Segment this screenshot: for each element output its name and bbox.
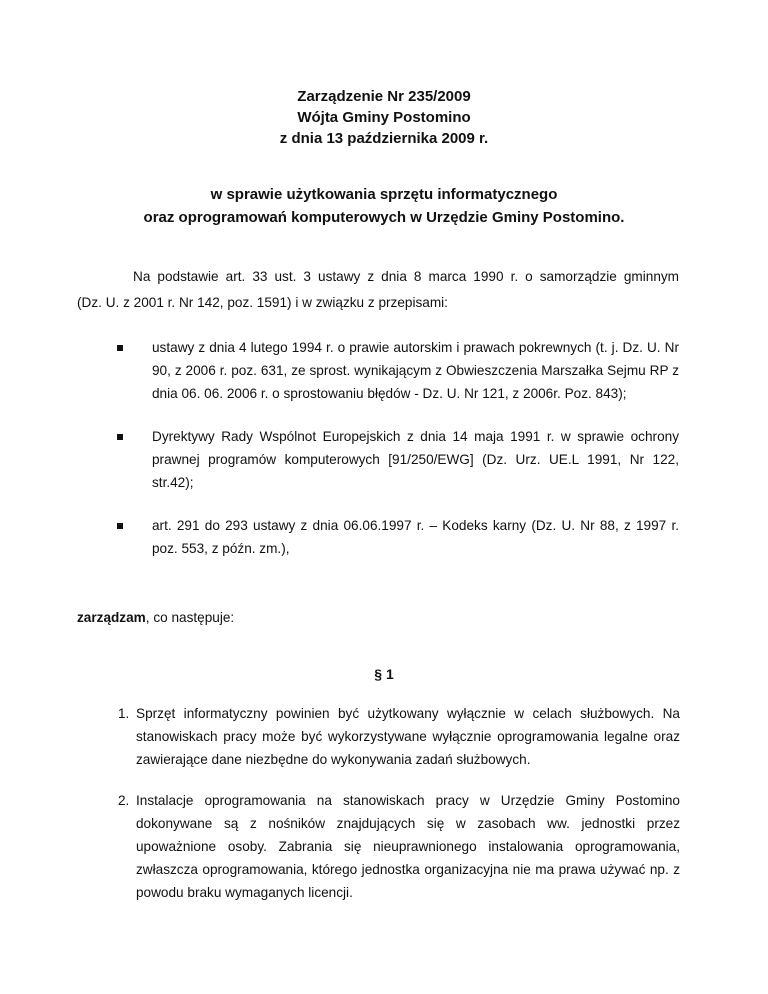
list-item-text: Dyrektywy Rady Wspólnot Europejskich z dnia 14 maja 1991 r. w sprawie ochrony prawnej programów komputerowych [91/250/EWG] (Dz. Urz. UE.L 1991, Nr 122, str.42); — [152, 429, 679, 490]
ordinance-number: Zarządzenie Nr 235/2009 — [297, 88, 471, 105]
point-number: 1. — [118, 706, 130, 721]
decree-keyword: zarządzam — [77, 610, 146, 625]
regulations-list — [117, 336, 679, 580]
list-item — [118, 702, 680, 771]
list-item — [118, 789, 680, 904]
legal-basis-line-2: (Dz. U. z 2001 r. Nr 142, poz. 1591) i w związku z przepisami: — [77, 295, 448, 310]
square-bullet-icon — [117, 523, 123, 529]
list-item-text: art. 291 do 293 ustawy z dnia 06.06.1997 r. – Kodeks karny (Dz. U. Nr 88, z 1997 r. poz. 553, z późn. zm.), — [152, 518, 679, 556]
document-subject — [0, 183, 768, 229]
square-bullet-icon — [117, 434, 123, 440]
decree-rest: , co następuje: — [145, 610, 235, 625]
decree-statement — [77, 608, 234, 628]
section-heading: § 1 — [374, 666, 394, 682]
section-points — [118, 702, 680, 922]
subject-line-1: w sprawie użytkowania sprzętu informatycznego — [210, 186, 558, 203]
point-text: Sprzęt informatyczny powinien być użytkowany wyłącznie w celach służbowych. Na stanowiskach pracy może być wykorzystywane wyłącznie oprogramowania legalne oraz zawierające dane niezbędne do wykonywania zadań służbowych. — [136, 706, 680, 767]
point-text: Instalacje oprogramowania na stanowiskach pracy w Urzędzie Gminy Postomino dokonywane są z nośników znajdujących się w zasobach ww. jednostki przez upoważnione osoby. Zabrania się nieuprawnionego instalowania oprogramowania, zwłaszcza oprogramowania, którego jednostka organizacyjna nie ma prawa używać np. z powodu braku wymaganych licencji. — [136, 793, 680, 900]
legal-basis-line-1: Na podstawie art. 33 ust. 3 ustawy z dnia 8 marca 1990 r. o samorządzie gminnym — [133, 269, 679, 284]
list-item-text: ustawy z dnia 4 lutego 1994 r. o prawie autorskim i prawach pokrewnych (t. j. Dz. U. Nr 90, z 2006 r. poz. 631, ze sprost. wynikającym z Obwieszczenia Marszałka Sejmu RP z dnia 06. 06. 2006 r. o sprostowaniu błędów - Dz. U. Nr 121, z 2006r. Poz. 843); — [152, 340, 679, 401]
list-item — [117, 336, 679, 405]
document-header — [0, 86, 768, 149]
point-number: 2. — [118, 793, 130, 808]
subject-line-2: oraz oprogramowań komputerowych w Urzędzie Gminy Postomino. — [143, 209, 625, 226]
ordinance-issuer: Wójta Gminy Postomino — [297, 109, 471, 126]
list-item — [117, 425, 679, 494]
legal-basis-paragraph — [77, 264, 679, 316]
list-item — [117, 514, 679, 560]
ordinance-date: z dnia 13 października 2009 r. — [279, 130, 489, 147]
square-bullet-icon — [117, 345, 123, 351]
